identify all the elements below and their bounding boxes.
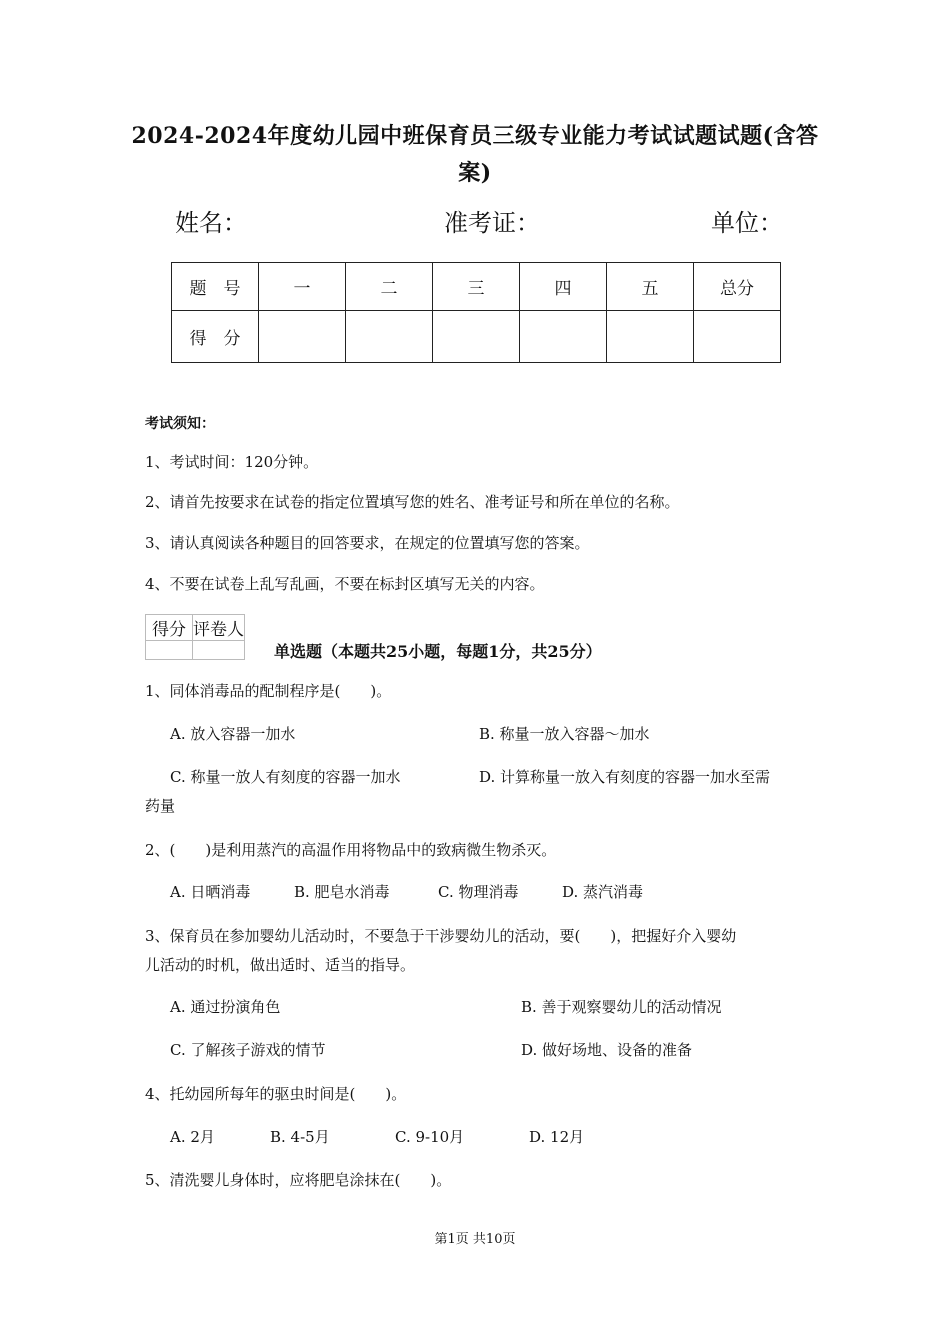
score-table-score-row — [172, 311, 781, 363]
page-title-line1: 2024-2024年度幼儿园中班保育员三级专业能力考试试题试题(含答 — [131, 123, 819, 149]
q4-option-b[interactable]: B. 4-5月 — [270, 1128, 330, 1146]
question-2-stem: 2、( )是利用蒸汽的高温作用将物品中的致病微生物杀灭。 — [145, 841, 557, 859]
q2-option-b[interactable]: B. 肥皂水消毒 — [294, 883, 390, 901]
notice-heading: 考试须知： — [145, 416, 215, 432]
score-header-cell: 四 — [520, 263, 607, 311]
unit-label: 单位： — [711, 209, 783, 237]
score-header-cell: 二 — [346, 263, 433, 311]
q1-option-a[interactable]: A. 放入容器一加水 — [170, 725, 296, 743]
grader-box — [145, 614, 245, 660]
score-input-cell[interactable] — [607, 311, 694, 363]
score-input-cell[interactable] — [694, 311, 781, 363]
notice-item: 4、不要在试卷上乱写乱画，不要在标封区填写无关的内容。 — [145, 575, 545, 593]
q3-option-d[interactable]: D. 做好场地、设备的准备 — [521, 1041, 693, 1059]
q3-option-a[interactable]: A. 通过扮演角色 — [170, 998, 281, 1016]
score-input-cell[interactable] — [259, 311, 346, 363]
name-label: 姓名： — [175, 209, 247, 237]
q4-option-c[interactable]: C. 9-10月 — [395, 1128, 465, 1146]
question-1-stem: 1、同体消毒品的配制程序是( )。 — [145, 682, 392, 700]
page-title — [120, 118, 830, 192]
q4-option-a[interactable]: A. 2月 — [170, 1128, 215, 1146]
score-table — [171, 262, 781, 363]
exam-id-label: 准考证： — [444, 209, 540, 237]
score-header-cell: 三 — [433, 263, 520, 311]
page-footer: 第1页 共10页 — [434, 1232, 516, 1247]
q1-option-d-continued: 药量 — [145, 797, 176, 815]
grader-name-cell[interactable] — [193, 641, 245, 660]
grader-name-label: 评卷人 — [193, 615, 245, 641]
q3-option-c[interactable]: C. 了解孩子游戏的情节 — [170, 1041, 326, 1059]
notice-item: 3、请认真阅读各种题目的回答要求，在规定的位置填写您的答案。 — [145, 534, 590, 552]
grader-score-cell[interactable] — [146, 641, 193, 660]
q2-option-d[interactable]: D. 蒸汽消毒 — [562, 883, 644, 901]
q3-option-b[interactable]: B. 善于观察婴幼儿的活动情况 — [521, 998, 722, 1016]
question-4-stem: 4、托幼园所每年的驱虫时间是( )。 — [145, 1085, 407, 1103]
score-header-cell: 五 — [607, 263, 694, 311]
grader-score-label: 得分 — [146, 615, 193, 641]
score-input-cell[interactable] — [433, 311, 520, 363]
score-input-cell[interactable] — [520, 311, 607, 363]
notice-item: 2、请首先按要求在试卷的指定位置填写您的姓名、准考证号和所在单位的名称。 — [145, 493, 680, 511]
page-title-line2: 案) — [458, 160, 492, 186]
q1-option-c[interactable]: C. 称量一放人有刻度的容器一加水 — [170, 768, 401, 786]
section-title: 单选题（本题共25小题，每题1分，共25分） — [274, 642, 602, 661]
question-5-stem: 5、清洗婴儿身体时，应将肥皂涂抹在( )。 — [145, 1171, 452, 1189]
q1-option-b[interactable]: B. 称量一放入容器～加水 — [479, 725, 650, 743]
score-input-cell[interactable] — [346, 311, 433, 363]
score-table-header-row — [172, 263, 781, 311]
question-3-stem-line2: 儿活动的时机，做出适时、适当的指导。 — [145, 956, 416, 974]
q1-option-d[interactable]: D. 计算称量一放入有刻度的容器一加水至需 — [479, 768, 771, 786]
score-header-cell: 总分 — [694, 263, 781, 311]
q2-option-c[interactable]: C. 物理消毒 — [438, 883, 519, 901]
score-header-cell: 一 — [259, 263, 346, 311]
q2-option-a[interactable]: A. 日晒消毒 — [170, 883, 251, 901]
score-row-label: 得 分 — [172, 311, 259, 363]
score-header-cell: 题 号 — [172, 263, 259, 311]
q4-option-d[interactable]: D. 12月 — [529, 1128, 585, 1146]
notice-item: 1、考试时间：120分钟。 — [145, 453, 319, 471]
question-3-stem-line1: 3、保育员在参加婴幼儿活动时，不要急于干涉婴幼儿的活动，要( )，把握好介入婴幼 — [145, 927, 737, 945]
